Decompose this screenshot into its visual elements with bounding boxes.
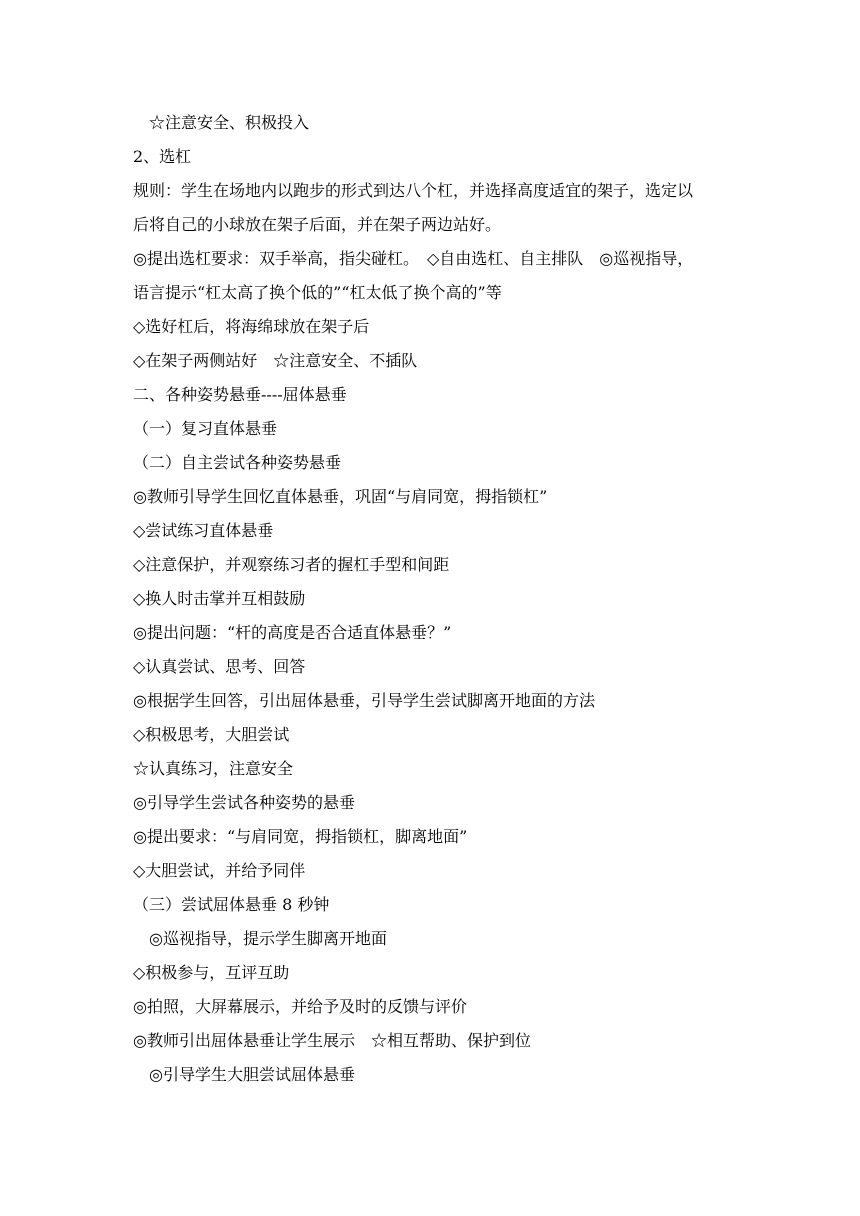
section-heading: 二、各种姿势悬垂----屈体悬垂: [133, 385, 347, 404]
text-line: ◇积极思考，大胆尝试: [133, 725, 290, 744]
document-body: [133, 106, 753, 1092]
text-line: ◎引导学生尝试各种姿势的悬垂: [133, 793, 355, 812]
text-line: ☆注意安全、积极投入: [149, 113, 310, 132]
text-line: ◎提出选杠要求：双手举高，指尖碰杠。 ◇自由选杠、自主排队 ◎巡视指导，: [133, 249, 694, 268]
text-line: ◇大胆尝试，并给予同伴: [133, 861, 306, 880]
text-line: ◇积极参与，互评互助: [133, 963, 290, 982]
text-line: ◇换人时击掌并互相鼓励: [133, 589, 306, 608]
text-line: ◎提出要求：“与肩同宽，拇指锁杠，脚离地面”: [133, 827, 468, 846]
text-line: 规则：学生在场地内以跑步的形式到达八个杠，并选择高度适宜的架子，选定以: [133, 181, 694, 200]
text-line: ◎根据学生回答，引出屈体悬垂，引导学生尝试脚离开地面的方法: [133, 691, 595, 710]
text-line: 后将自己的小球放在架子后面，并在架子两边站好。: [133, 215, 502, 234]
text-line: ◇在架子两侧站好 ☆注意安全、不插队: [133, 351, 418, 370]
text-line: ◇尝试练习直体悬垂: [133, 521, 274, 540]
text-line: ◎教师引出屈体悬垂让学生展示 ☆相互帮助、保护到位: [133, 1031, 531, 1050]
section-heading: 2、选杠: [133, 147, 192, 166]
text-line: ◇注意保护，并观察练习者的握杠手型和间距: [133, 555, 450, 574]
text-line: ◎教师引导学生回忆直体悬垂，巩固“与肩同宽，拇指锁杠”: [133, 487, 548, 506]
text-line: ◎拍照，大屏幕展示，并给予及时的反馈与评价: [133, 997, 467, 1016]
text-line: ◇选好杠后，将海绵球放在架子后: [133, 317, 370, 336]
text-line: ◎提出问题：“杆的高度是否合适直体悬垂？”: [133, 623, 452, 642]
text-line: 语言提示“杠太高了换个低的”“杠太低了换个高的”等: [133, 283, 502, 302]
subsection-heading: （三）尝试屈体悬垂 8 秒钟: [133, 895, 330, 914]
text-line: ◇认真尝试、思考、回答: [133, 657, 306, 676]
subsection-heading: （一）复习直体悬垂: [133, 419, 278, 438]
text-line: ◎引导学生大胆尝试屈体悬垂: [149, 1065, 355, 1084]
subsection-heading: （二）自主尝试各种姿势悬垂: [133, 453, 342, 472]
text-line: ◎巡视指导，提示学生脚离开地面: [149, 929, 387, 948]
text-line: ☆认真练习，注意安全: [133, 759, 294, 778]
